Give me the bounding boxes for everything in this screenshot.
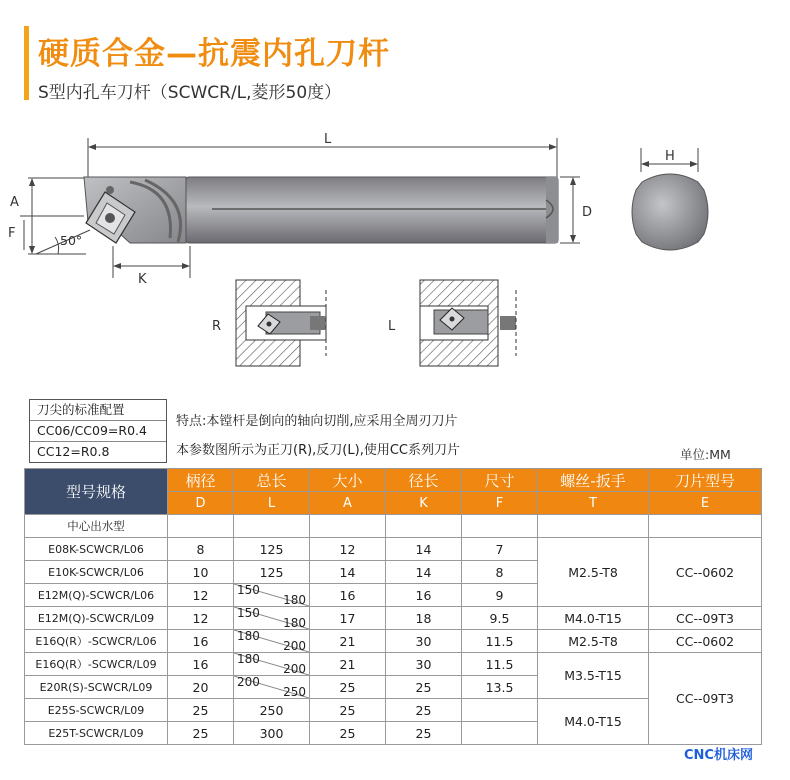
tool-drawing — [0, 120, 790, 390]
group-label: 中心出水型 — [25, 515, 168, 538]
cell-K: 14 — [386, 561, 462, 584]
cell-E: CC--0602 — [649, 630, 762, 653]
cell-E: CC--09T3 — [649, 653, 762, 745]
header-model: 型号规格 — [25, 469, 168, 515]
cell-D: 12 — [168, 607, 234, 630]
cell-L: 125 — [234, 561, 310, 584]
title-accent-bar — [24, 26, 29, 100]
page-subtitle: S型内孔车刀杆（SCWCR/L,菱形50度） — [38, 83, 342, 103]
watermark: CNC机床网 — [684, 748, 753, 763]
cell-T: M3.5-T15 — [538, 653, 649, 699]
cell-A: 25 — [310, 699, 386, 722]
cell-K: 14 — [386, 538, 462, 561]
cell-L-long: 180 — [283, 616, 306, 630]
cell-L-short: 200 — [237, 675, 260, 689]
parameter-note: 本参数图所示为正刀(R),反刀(L),使用CC系列刀片 — [176, 443, 460, 458]
cell-K: 30 — [386, 630, 462, 653]
cell-L: 250 — [234, 699, 310, 722]
cell-A: 25 — [310, 722, 386, 745]
page-title: 硬质合金—抗震内孔刀杆 — [38, 36, 390, 72]
section-R-label: R — [212, 319, 222, 334]
header-cn: 总长 — [234, 469, 310, 492]
dim-K-label: K — [138, 272, 147, 287]
header-sym: D — [168, 492, 234, 515]
cell-L-long: 180 — [283, 593, 306, 607]
header-cn: 刀片型号 — [649, 469, 762, 492]
cell-model: E25T-SCWCR/L09 — [25, 722, 168, 745]
cell-F: 8 — [462, 561, 538, 584]
header-sym: T — [538, 492, 649, 515]
cell-L-short: 150 — [237, 583, 260, 597]
cell-K: 18 — [386, 607, 462, 630]
header-cn: 尺寸 — [462, 469, 538, 492]
cell-E: CC--0602 — [649, 538, 762, 607]
dim-A-label: A — [10, 195, 19, 210]
cell-L: 125 — [234, 538, 310, 561]
header-cn: 柄径 — [168, 469, 234, 492]
table-row — [25, 653, 762, 676]
cell-L-long: 200 — [283, 662, 306, 676]
cell-K: 16 — [386, 584, 462, 607]
table-row — [25, 538, 762, 561]
cell-E: CC--09T3 — [649, 607, 762, 630]
cell-D: 25 — [168, 722, 234, 745]
cell-A: 21 — [310, 653, 386, 676]
header-cn: 大小 — [310, 469, 386, 492]
cell-A: 25 — [310, 676, 386, 699]
cell-L-short: 180 — [237, 652, 260, 666]
cell-L-split — [234, 630, 310, 653]
cell-F: 11.5 — [462, 630, 538, 653]
dim-angle-label: 50° — [60, 233, 83, 248]
cell-A: 14 — [310, 561, 386, 584]
cell-model: E20R(S)-SCWCR/L09 — [25, 676, 168, 699]
cell-L-split — [234, 607, 310, 630]
insert-tip-config-box — [29, 399, 167, 463]
cell-L-long: 250 — [283, 685, 306, 699]
cell-A: 12 — [310, 538, 386, 561]
config-title: 刀尖的标准配置 — [37, 402, 125, 417]
cell-model: E12M(Q)-SCWCR/L09 — [25, 607, 168, 630]
unit-label: 单位:MM — [680, 447, 731, 462]
cell-T: M4.0-T15 — [538, 699, 649, 745]
cell-L-split — [234, 676, 310, 699]
cell-model: E16Q(R）-SCWCR/L06 — [25, 630, 168, 653]
cell-L-long: 200 — [283, 639, 306, 653]
cell-D: 16 — [168, 653, 234, 676]
header-sym: A — [310, 492, 386, 515]
header-sym: L — [234, 492, 310, 515]
dim-L-label: L — [324, 132, 332, 147]
table-row — [25, 630, 762, 653]
cell-L-short: 180 — [237, 629, 260, 643]
cell-K: 25 — [386, 676, 462, 699]
table-row-group — [25, 515, 762, 538]
config-line: CC12=R0.8 — [30, 441, 166, 462]
cell-L-split — [234, 584, 310, 607]
cell-K: 30 — [386, 653, 462, 676]
cell-L: 300 — [234, 722, 310, 745]
table-row — [25, 607, 762, 630]
dim-H-label: H — [665, 149, 675, 164]
cell-T: M4.0-T15 — [538, 607, 649, 630]
cell-D: 10 — [168, 561, 234, 584]
cell-model: E12M(Q)-SCWCR/L06 — [25, 584, 168, 607]
cell-D: 20 — [168, 676, 234, 699]
config-line: CC06/CC09=R0.4 — [30, 420, 166, 441]
cell-A: 16 — [310, 584, 386, 607]
cell-F: 7 — [462, 538, 538, 561]
cell-A: 17 — [310, 607, 386, 630]
cell-D: 16 — [168, 630, 234, 653]
dim-F-label: F — [8, 226, 16, 241]
section-L-label: L — [388, 319, 396, 334]
cell-L-split — [234, 653, 310, 676]
cell-D: 12 — [168, 584, 234, 607]
header-sym: K — [386, 492, 462, 515]
header-cn: 螺丝-扳手 — [538, 469, 649, 492]
cell-model: E16Q(R）-SCWCR/L09 — [25, 653, 168, 676]
spec-table — [24, 468, 762, 745]
cell-T: M2.5-T8 — [538, 538, 649, 607]
cell-F: 9 — [462, 584, 538, 607]
cell-F — [462, 699, 538, 722]
dim-D-label: D — [582, 205, 593, 220]
cell-D: 8 — [168, 538, 234, 561]
cell-model: E25S-SCWCR/L09 — [25, 699, 168, 722]
cell-A: 21 — [310, 630, 386, 653]
cell-D: 25 — [168, 699, 234, 722]
cell-F: 13.5 — [462, 676, 538, 699]
feature-note: 特点:本镗杆是倒向的轴向切削,应采用全周刃刀片 — [176, 414, 458, 429]
cell-T: M2.5-T8 — [538, 630, 649, 653]
header-sym: F — [462, 492, 538, 515]
cell-K: 25 — [386, 699, 462, 722]
cell-F — [462, 722, 538, 745]
cell-L-short: 150 — [237, 606, 260, 620]
cell-model: E10K-SCWCR/L06 — [25, 561, 168, 584]
cell-model: E08K-SCWCR/L06 — [25, 538, 168, 561]
header-cn: 径长 — [386, 469, 462, 492]
cell-F: 9.5 — [462, 607, 538, 630]
cell-F: 11.5 — [462, 653, 538, 676]
header-sym: E — [649, 492, 762, 515]
cell-K: 25 — [386, 722, 462, 745]
